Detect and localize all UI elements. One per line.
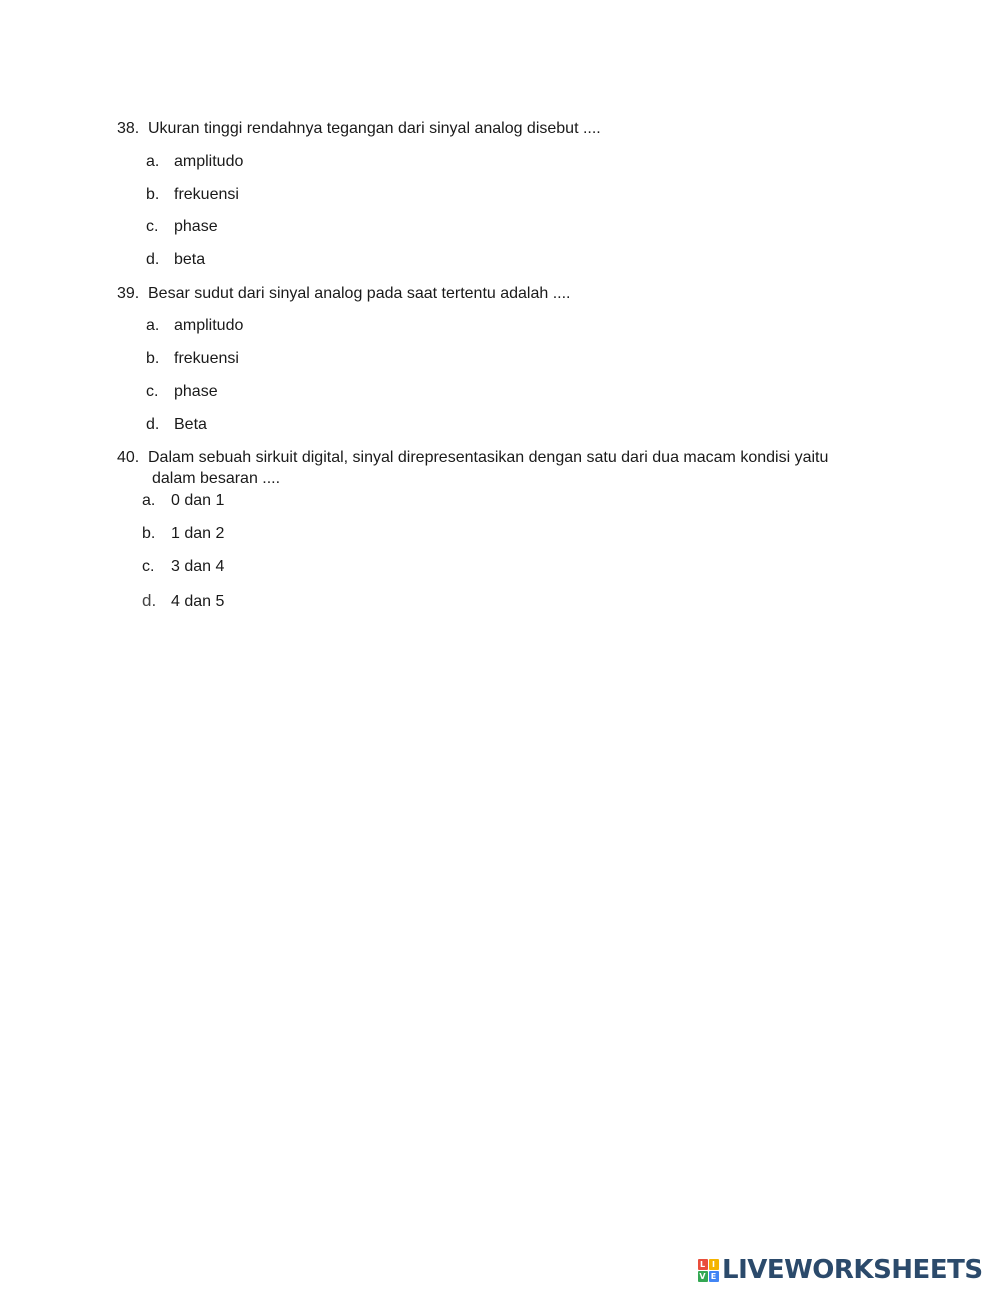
option-letter: b. xyxy=(146,350,160,367)
option-text: 4 dan 5 xyxy=(171,593,225,610)
option-text: Beta xyxy=(174,416,207,433)
option-39-b[interactable] xyxy=(146,348,239,369)
option-38-b[interactable] xyxy=(146,184,239,205)
option-text: amplitudo xyxy=(174,317,244,334)
option-40-d[interactable] xyxy=(142,590,224,612)
option-40-b[interactable] xyxy=(142,523,224,544)
question-number: 39. xyxy=(117,285,140,302)
option-text: beta xyxy=(174,251,206,268)
question-number: 40. xyxy=(117,449,140,466)
question-text: Dalam sebuah sirkuit digital, sinyal direpresentasikan dengan satu dari dua macam kondisi yaitu xyxy=(148,449,829,466)
option-letter: a. xyxy=(146,153,160,170)
option-text: frekuensi xyxy=(174,186,239,203)
option-39-c[interactable] xyxy=(146,381,218,402)
brand-text: LIVEWORKSHEETS xyxy=(722,1255,983,1285)
option-letter: c. xyxy=(142,558,155,575)
live-block-e: E xyxy=(709,1271,719,1282)
question-39 xyxy=(117,283,858,304)
option-letter: d. xyxy=(142,591,157,610)
question-text: Besar sudut dari sinyal analog pada saat tertentu adalah .... xyxy=(148,285,571,302)
option-letter: b. xyxy=(146,186,160,203)
option-text: 3 dan 4 xyxy=(171,558,225,575)
option-38-c[interactable] xyxy=(146,216,218,237)
option-letter: c. xyxy=(146,218,159,235)
option-39-d[interactable] xyxy=(146,414,207,435)
option-38-d[interactable] xyxy=(146,249,205,270)
option-text: 0 dan 1 xyxy=(171,492,225,509)
option-letter: d. xyxy=(146,416,160,433)
question-number: 38. xyxy=(117,120,140,137)
live-block-l: L xyxy=(698,1259,708,1270)
option-40-a[interactable] xyxy=(142,490,224,511)
question-40 xyxy=(117,447,858,489)
option-38-a[interactable] xyxy=(146,151,243,172)
option-text: amplitudo xyxy=(174,153,244,170)
option-letter: d. xyxy=(146,251,160,268)
option-text: 1 dan 2 xyxy=(171,525,225,542)
option-letter: b. xyxy=(142,525,156,542)
question-38 xyxy=(117,118,858,139)
option-letter: c. xyxy=(146,383,159,400)
option-40-c[interactable] xyxy=(142,556,224,577)
live-block-v: V xyxy=(699,1271,706,1281)
question-text-continuation: dalam besaran .... xyxy=(152,470,281,487)
live-blocks-icon xyxy=(697,1258,719,1282)
option-text: phase xyxy=(174,218,218,235)
option-text: phase xyxy=(174,383,218,400)
option-39-a[interactable] xyxy=(146,315,243,336)
liveworksheets-logo xyxy=(697,1256,983,1284)
question-text: Ukuran tinggi rendahnya tegangan dari sinyal analog disebut .... xyxy=(148,120,601,137)
live-block-i: I xyxy=(709,1259,719,1270)
option-letter: a. xyxy=(146,317,160,334)
option-text: frekuensi xyxy=(174,350,239,367)
option-letter: a. xyxy=(142,492,156,509)
